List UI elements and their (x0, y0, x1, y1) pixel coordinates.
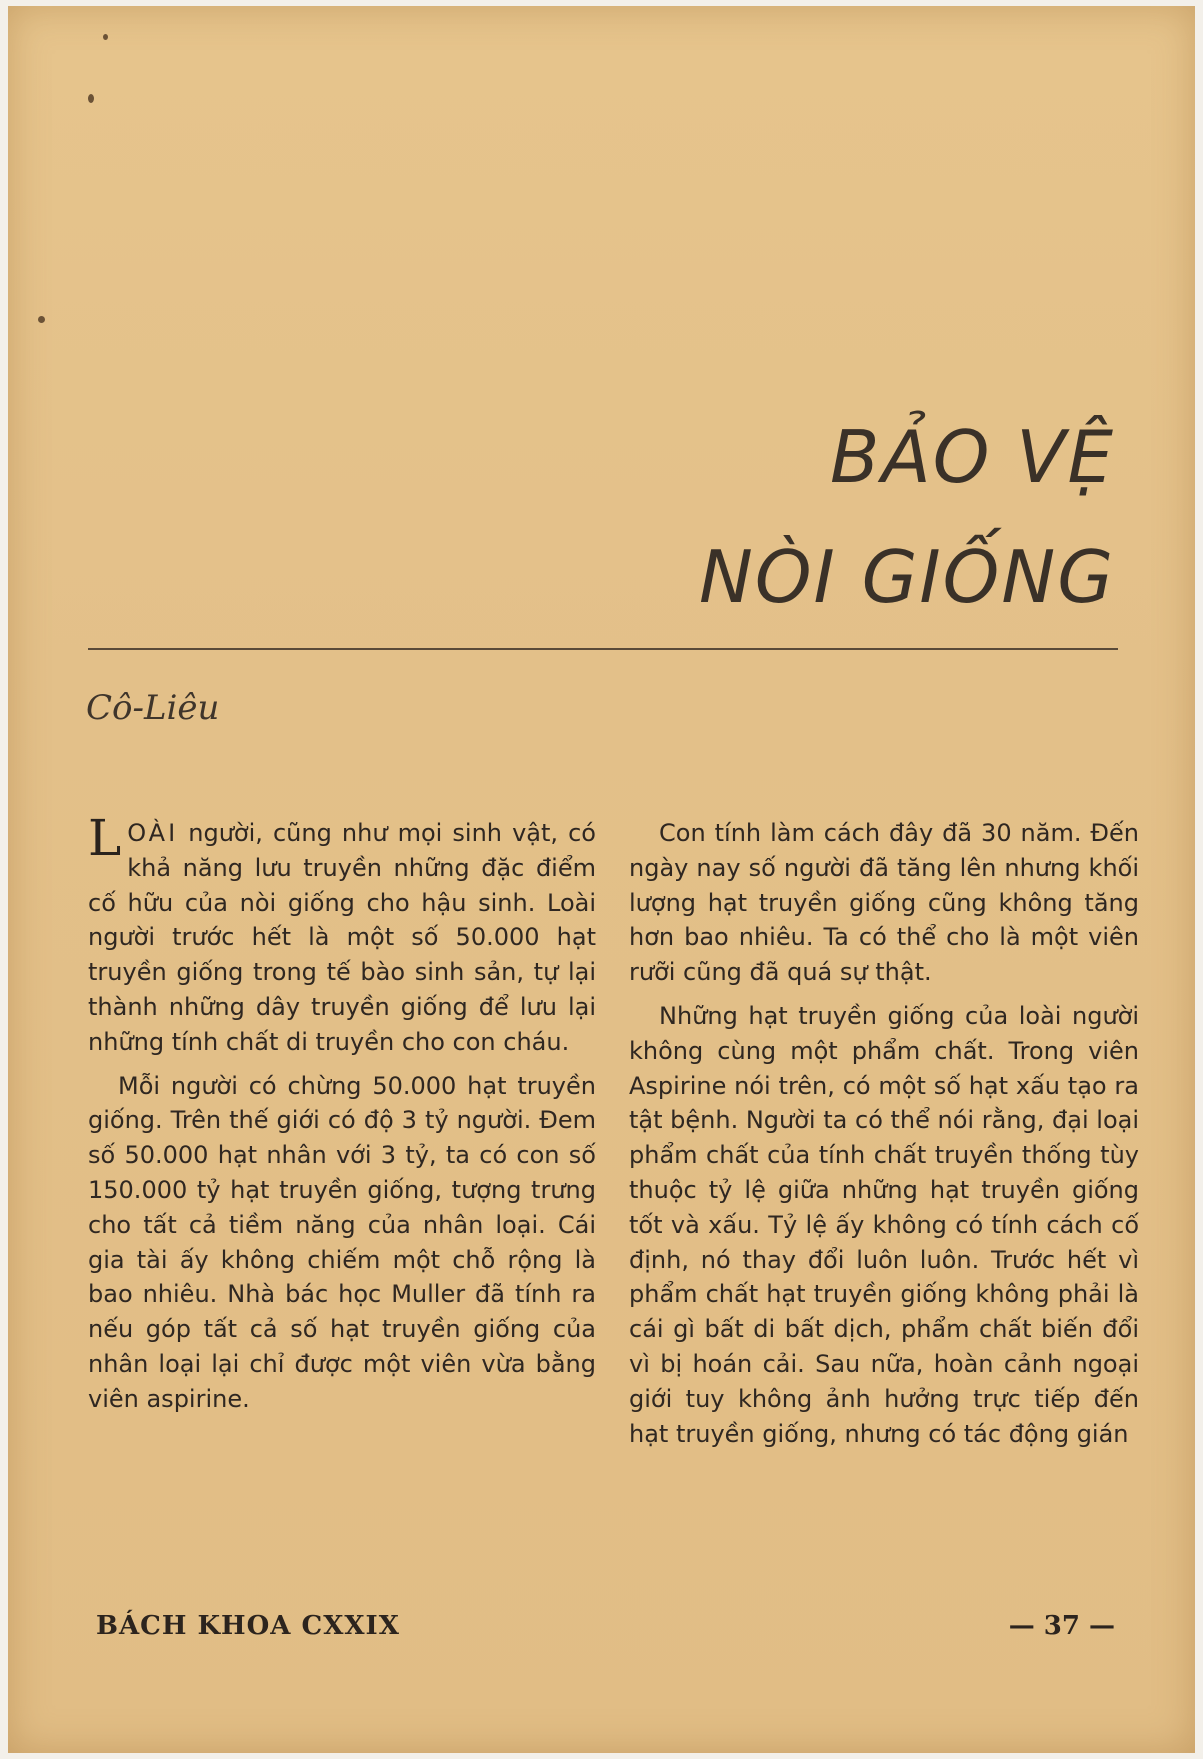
left-paragraph-2: Mỗi người có chừng 50.000 hạt truyền giống. Trên thế giới có độ 3 tỷ người. Đem số 50.000 hạt nhân với 3 tỷ, ta có con số 150.000 tỷ hạt truyền giống, tượng trưng cho tất cả tiềm năng của nhân loại. Cái gia tài ấy không chiếm một chỗ rộng là bao nhiêu. Nhà bác học Muller đã tính ra nếu góp tất cả số hạt truyền giống của nhân loại lại chỉ được một viên vừa bằng viên aspirine. (88, 1071, 596, 1413)
page-number: — 37 — (1008, 1611, 1115, 1641)
title-divider (88, 648, 1118, 650)
ink-spot (103, 34, 108, 40)
right-paragraph-1: Con tính làm cách đây đã 30 năm. Đến ngày nay số người đã tăng lên nhưng khối lượng hạt truyền giống cũng không tăng hơn bao nhiêu. Ta có thể cho là một viên rưỡi cũng đã quá sự thật. (629, 819, 1139, 987)
ink-spot (88, 94, 94, 103)
lead-word: OÀI (127, 819, 179, 847)
author-signature: Cô-Liêu (86, 688, 220, 728)
magazine-page (8, 6, 1195, 1753)
article-title-line-1: BẢO VỆ (830, 415, 1115, 499)
drop-cap: L (88, 809, 122, 867)
left-paragraph-1 (88, 809, 596, 1060)
ink-spot (38, 316, 45, 323)
left-paragraph-1-text: người, cũng như mọi sinh vật, có khả năng lưu truyền những đặc điểm cố hữu của nòi giống cho hậu sinh. Loài người trước hết là một số 50.000 hạt truyền giống trong tế bào sinh sản, tự lại thành những dây truyền giống để lưu lại những tính chất di truyền cho con cháu. (88, 819, 596, 1056)
right-paragraph-2: Những hạt truyền giống của loài người không cùng một phẩm chất. Trong viên Aspirine nói trên, có một số hạt xấu tạo ra tật bệnh. Người ta có thể nói rằng, đại loại phẩm chất của tính chất truyền thống tùy thuộc tỷ lệ giữa những hạt truyền giống tốt và xấu. Tỷ lệ ấy không có tính cách cố định, nó thay đổi luôn luôn. Trước hết vì phẩm chất hạt truyền giống không phải là cái gì bất di bất dịch, phẩm chất biến đổi vì bị hoán cải. Sau nữa, hoàn cảnh ngoại giới tuy không ảnh hưởng trực tiếp đến hạt truyền giống, nhưng có tác động gián (629, 1001, 1139, 1448)
right-column (629, 816, 1139, 1460)
article-title-line-2: NÒI GIỐNG (698, 535, 1115, 619)
publication-name: BÁCH KHOA CXXIX (96, 1611, 400, 1641)
left-column (88, 809, 596, 1426)
